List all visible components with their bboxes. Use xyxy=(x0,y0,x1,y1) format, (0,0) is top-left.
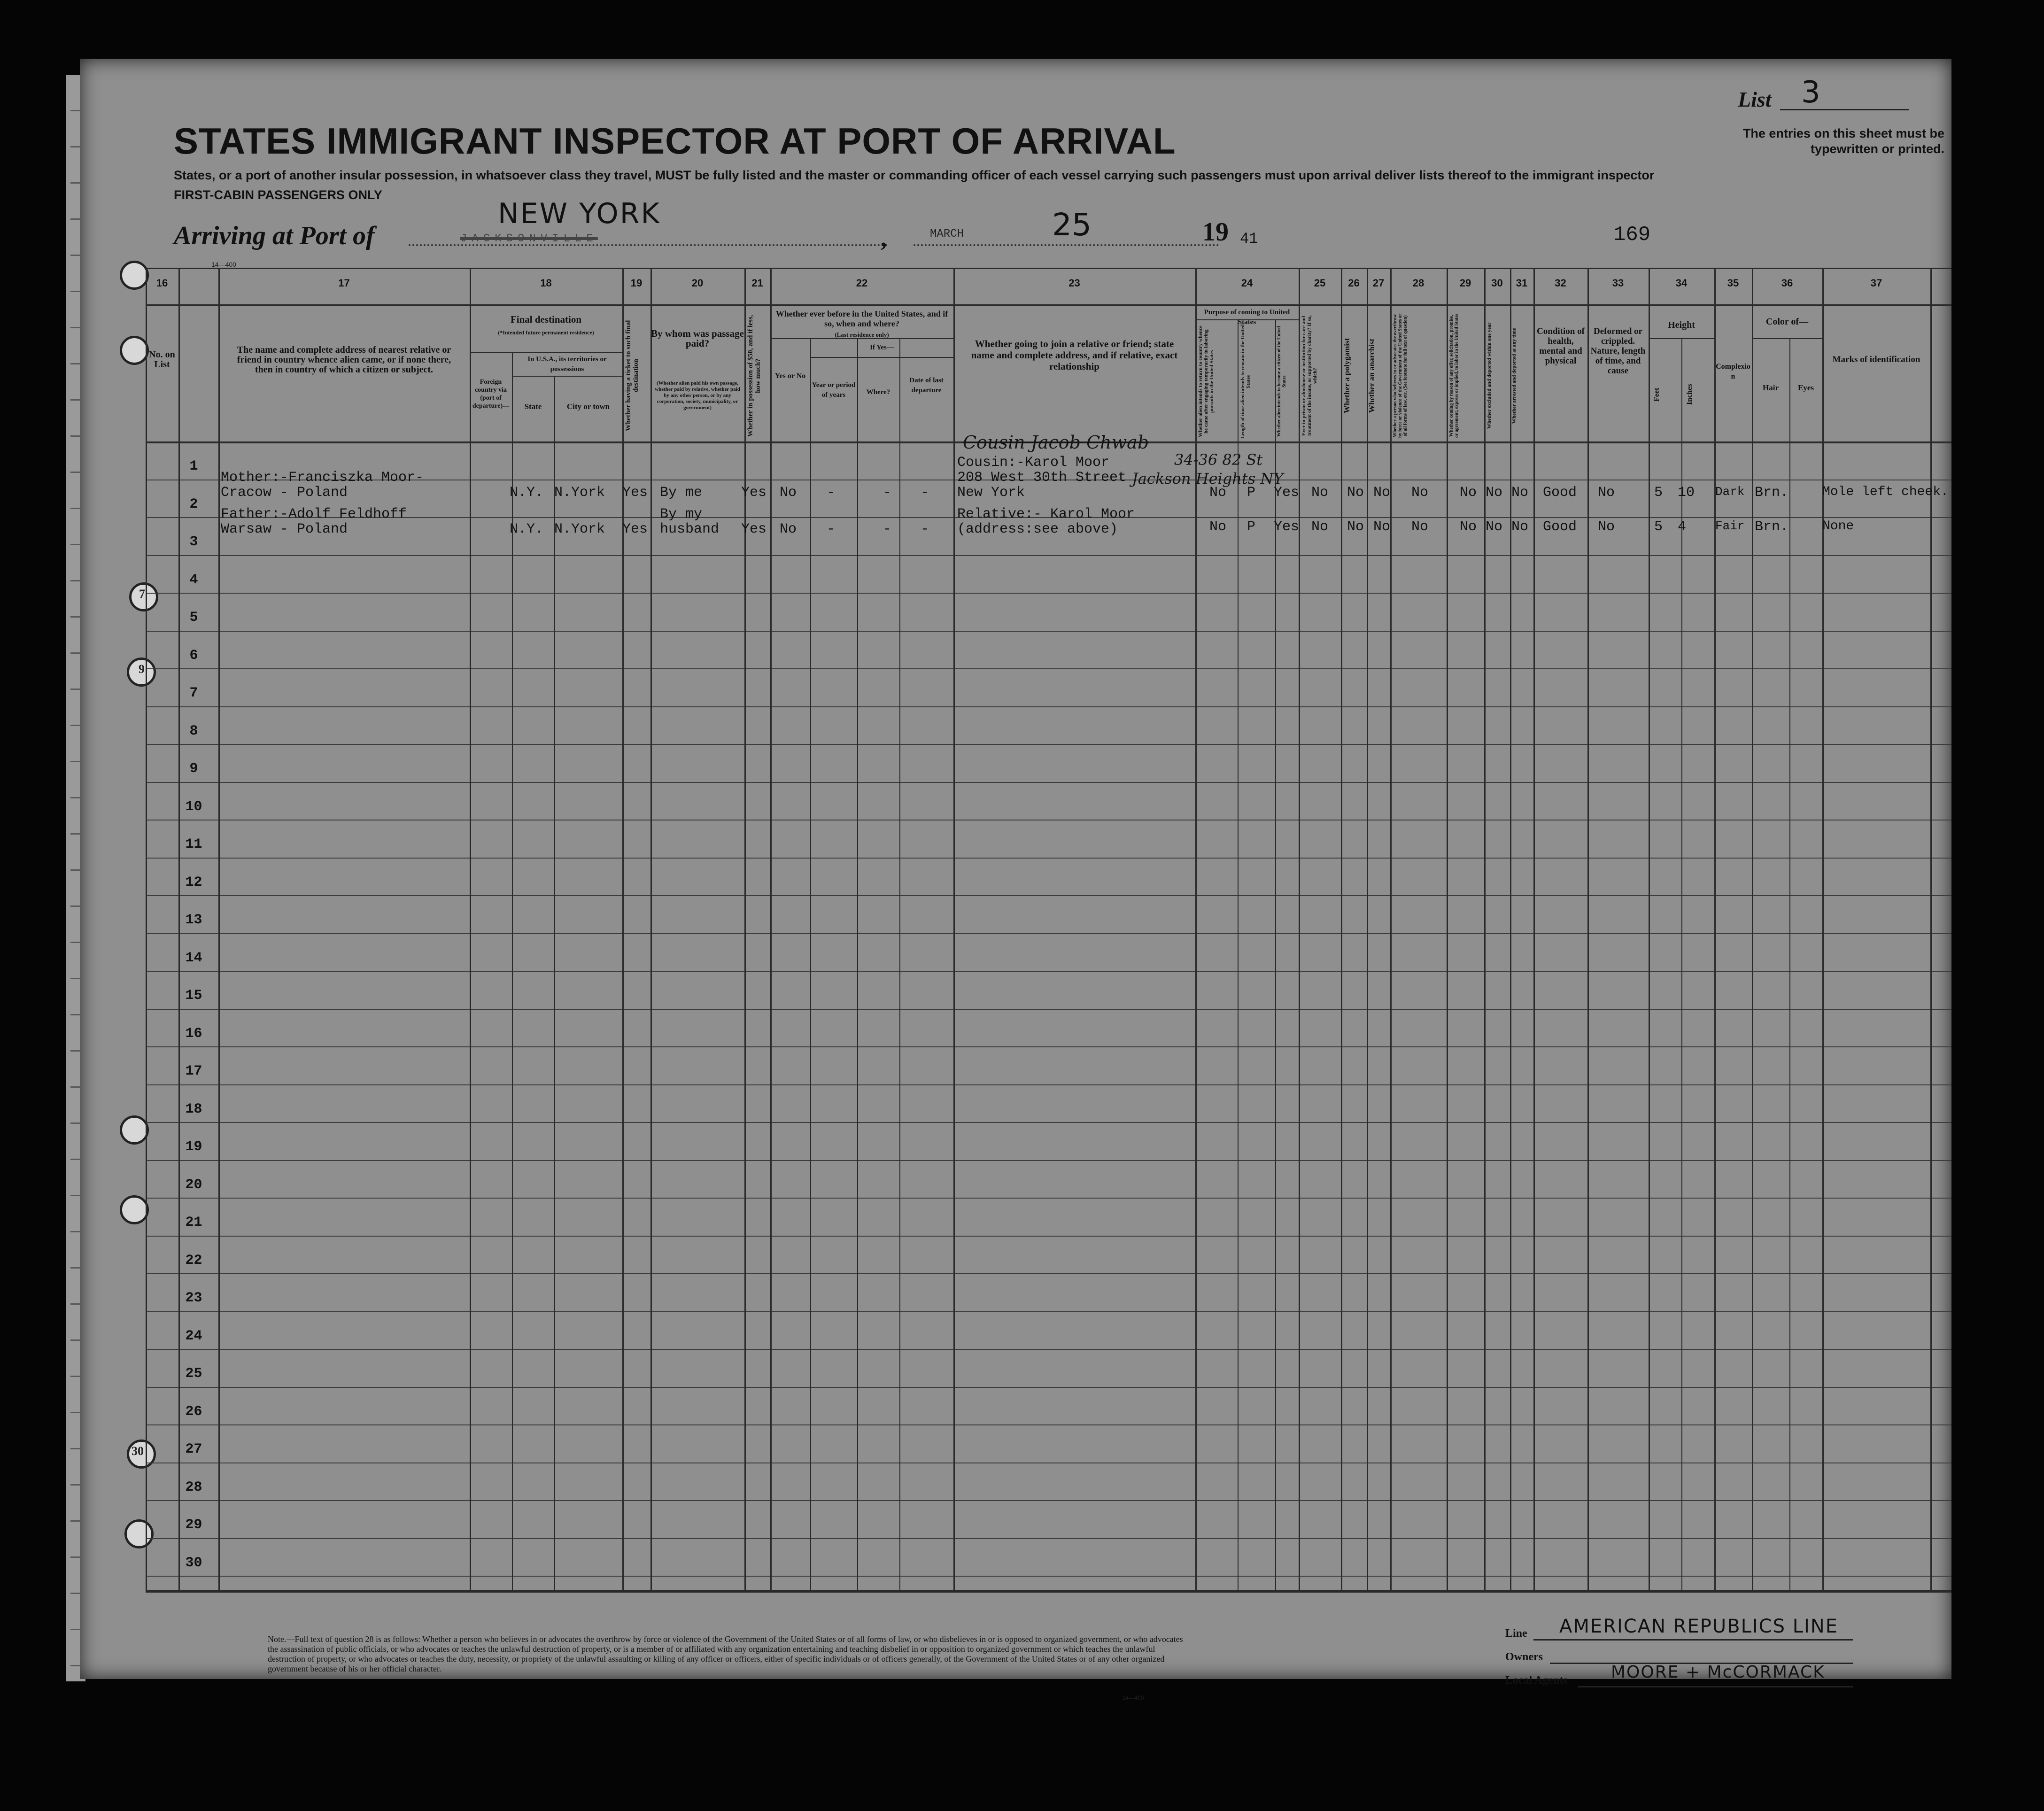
arrival-year-suffix: 41 xyxy=(1240,230,1258,248)
header-purpose-return: Whether alien intends to return to country whence he came after engaging temporarily in laboring pursuits in the United States xyxy=(1198,325,1215,438)
table-row-line xyxy=(146,1160,1951,1161)
row-number: 5 xyxy=(189,610,198,626)
column-number: 27 xyxy=(1372,277,1385,289)
agents-underline xyxy=(1578,1686,1853,1687)
row2-inches: 4 xyxy=(1678,519,1687,535)
row1-health: Good xyxy=(1543,485,1577,501)
column-number: 17 xyxy=(338,277,350,289)
table-row-line xyxy=(146,1538,1951,1539)
passenger-class: FIRST-CABIN PASSENGERS ONLY xyxy=(174,188,383,202)
col-line xyxy=(1275,319,1276,1592)
arrival-month: MARCH xyxy=(930,228,964,240)
arrival-port-handwritten: NEW YORK xyxy=(498,197,661,230)
column-number: 23 xyxy=(1068,277,1080,289)
col-line xyxy=(1649,268,1650,1592)
col-line xyxy=(1299,268,1300,1592)
row1-departure: - xyxy=(921,485,929,501)
subheader-line xyxy=(810,357,953,358)
table-row-line xyxy=(146,933,1951,934)
margin-number: 30 xyxy=(132,1444,144,1458)
column-number: 26 xyxy=(1348,277,1360,289)
row-number: 16 xyxy=(185,1025,202,1042)
row2-q31: No xyxy=(1511,519,1529,535)
row2-city: N.York xyxy=(554,521,605,537)
row1-join-city: New York xyxy=(957,485,1025,501)
table-row-line xyxy=(146,631,1951,632)
row2-departure: - xyxy=(921,521,929,537)
row1-deformed: No xyxy=(1598,485,1615,501)
row-number: 27 xyxy=(185,1441,202,1457)
header-city: City or town xyxy=(566,402,610,411)
table-row-line xyxy=(146,1273,1951,1274)
col-line xyxy=(744,268,746,1592)
row-number: 18 xyxy=(185,1101,202,1117)
col-line xyxy=(1484,268,1486,1592)
row1-years: - xyxy=(827,485,836,501)
row-number: 13 xyxy=(185,912,202,928)
header-where: Where? xyxy=(866,388,890,396)
header-yes-or-no: Yes or No xyxy=(774,372,806,380)
header-passage-paid-note: (Whether alien paid his own passage, whether paid by relative, whether paid by any other person, or by any corporation, society, municipality, or government) xyxy=(655,380,740,410)
row2-complexion: Fair xyxy=(1715,519,1745,533)
row-number: 3 xyxy=(189,534,198,550)
header-deformed: Deformed or crippled. Nature, length of time, and cause xyxy=(1590,326,1646,376)
row1-handwritten-cousin: Cousin Jacob Chwab xyxy=(963,432,1149,453)
row1-money: Yes xyxy=(741,485,767,501)
col-line xyxy=(470,268,471,1592)
arrival-day: 25 xyxy=(1052,207,1092,243)
row2-q30: No xyxy=(1486,519,1503,535)
table-row-line xyxy=(146,1009,1951,1010)
col-line xyxy=(1367,268,1368,1592)
table-row-line xyxy=(146,1387,1951,1388)
margin-number: 7 xyxy=(139,587,145,601)
table-row-line xyxy=(146,895,1951,896)
subheader-line xyxy=(470,352,622,353)
column-number: 24 xyxy=(1241,277,1253,289)
row-number: 11 xyxy=(185,836,202,852)
form-code: 14—400 xyxy=(211,261,236,268)
date-underline xyxy=(914,244,1219,246)
column-number-divider xyxy=(146,304,1951,306)
column-number: 31 xyxy=(1516,277,1528,289)
header-inches: Inches xyxy=(1686,384,1694,405)
header-excluded: Whether excluded and deported within one year xyxy=(1487,322,1492,429)
header-ticket: Whether having a ticket to such final destination xyxy=(625,320,640,432)
header-marks: Marks of identification xyxy=(1832,355,1920,364)
row1-before-us: No xyxy=(780,485,797,501)
col-line xyxy=(554,376,555,1592)
owners-label: Owners xyxy=(1505,1651,1543,1663)
header-relative-address: The name and complete address of nearest relative or friend in country whence alien came, or if none there, then in country of which a citizen or subject. xyxy=(237,345,451,375)
col-line xyxy=(953,268,955,1592)
column-number: 20 xyxy=(691,277,704,289)
row1-inches: 10 xyxy=(1678,485,1695,501)
row1-ticket: Yes xyxy=(622,485,648,501)
header-last-residence: (Last residence only) xyxy=(835,331,889,338)
row2-ticket: Yes xyxy=(622,521,648,537)
table-row-line xyxy=(146,1576,1951,1577)
column-number: 33 xyxy=(1612,277,1624,289)
local-agents-label: Local Agents xyxy=(1505,1674,1568,1687)
col-line xyxy=(1587,268,1589,1592)
row1-polygamist: No xyxy=(1347,485,1364,501)
row1-relative-name: Mother:-Franciszka Moor- xyxy=(221,470,424,486)
row-number: 6 xyxy=(189,647,198,664)
row-number: 7 xyxy=(189,685,198,701)
header-arrested: Whether arrested and deported at any time xyxy=(1511,328,1517,424)
row-number: 2 xyxy=(189,496,198,512)
header-year-period: Year or period of years xyxy=(812,381,856,399)
row-number: 28 xyxy=(185,1479,202,1495)
footnote-question-28: Note.—Full text of question 28 is as follows: Whether a person who believes in or advocates the overthrow by force or violence of the Government of the United States or of all forms of law, or who disbelieves in or is opposed to organized government, or who advocates the assassination of public officials, or who advocates or teaches the unlawful destruction of property, or is a member of or affiliated with any organization entertaining and teaching disbelief in or opposition to organized government or which teaches the unlawful destruction of property, or who advocates or teaches the duty, necessity, or propriety of the unlawful assaulting or killing of any officer or officers, either of specific individuals or of officers generally, of the Government of the United States or of any other organized government because of his or her official character. xyxy=(268,1634,1183,1673)
binder-hole xyxy=(120,261,149,290)
row-number: 8 xyxy=(189,723,198,739)
table-row-line xyxy=(146,858,1951,859)
header-complexion: Complexion xyxy=(1716,363,1750,380)
header-no-on-list: No. on List xyxy=(149,349,175,370)
row2-deformed: No xyxy=(1598,519,1615,535)
table-row-line xyxy=(146,1084,1951,1085)
row1-anarchist: No xyxy=(1373,485,1391,501)
column-number: 34 xyxy=(1675,277,1688,289)
row2-relative-place: Warsaw - Poland xyxy=(221,521,348,537)
row-number: 12 xyxy=(185,874,202,890)
form-code-bottom: 14—400 xyxy=(1123,1695,1144,1701)
row2-citizen: Yes xyxy=(1274,519,1300,535)
row2-where: - xyxy=(883,521,892,537)
table-bottom-border xyxy=(146,1590,1951,1593)
header-money: Whether in possession of $50, and if less, how much? xyxy=(747,315,762,437)
header-anarchist: Whether an anarchist xyxy=(1367,338,1376,413)
row2-prison: No xyxy=(1311,519,1329,535)
table-row-line xyxy=(146,1311,1951,1312)
col-line xyxy=(1714,268,1716,1592)
table-row-line xyxy=(146,971,1951,972)
column-number: 35 xyxy=(1727,277,1739,289)
header-passage-paid: By whom was passage paid? xyxy=(651,328,744,349)
row-number: 23 xyxy=(185,1290,202,1306)
row2-join-address: (address:see above) xyxy=(957,521,1118,537)
binder-hole xyxy=(120,1115,149,1145)
table-row-line xyxy=(146,1236,1951,1237)
header-hair: Hair xyxy=(1763,383,1779,392)
row-number: 10 xyxy=(185,798,202,815)
header-joining-relative: Whether going to join a relative or friend; state name and complete address, and if relative, exact relationship xyxy=(971,338,1178,372)
row2-years: - xyxy=(827,521,836,537)
row1-handwritten-address: 34-36 82 St xyxy=(1174,451,1263,469)
comma: , xyxy=(881,225,887,252)
header-height: Height xyxy=(1668,320,1695,330)
table-row-line xyxy=(146,668,1951,669)
subheader-line xyxy=(1752,338,1822,339)
header-state: State xyxy=(524,402,542,411)
row1-paid-by: By me xyxy=(660,485,703,501)
row1-q30: No xyxy=(1486,485,1503,501)
row2-money: Yes xyxy=(741,521,767,537)
table-top-border xyxy=(146,268,1951,269)
col-line xyxy=(1341,268,1342,1592)
line-underline xyxy=(1533,1639,1853,1641)
row2-state: N.Y. xyxy=(510,521,544,537)
row2-hair: Brn. xyxy=(1755,519,1789,535)
row1-q28: No xyxy=(1411,485,1429,501)
header-labor-offer: Whether coming by reason of any offer, solicitation, promise, or agreement, express or implied, to labor in the United States xyxy=(1449,313,1459,438)
header-instructions: States, or a port of another insular possession, in whatsoever class they travel, MUST be fully listed and the master or commanding officer of each vessel carrying such passengers must upon arrival deliver lists thereof to the immigrant inspector xyxy=(174,168,1655,182)
header-in-usa: In U.S.A., its territories or possessions xyxy=(527,356,607,373)
table-row-line xyxy=(146,782,1951,783)
list-number: 3 xyxy=(1801,75,1820,110)
header-prison: Ever in prison or almshouse or institution for care and treatment of the insane, or supported by charity? If so, which? xyxy=(1301,315,1318,436)
row2-before-us: No xyxy=(780,521,797,537)
row2-health: Good xyxy=(1543,519,1577,535)
col-line xyxy=(1238,319,1239,1592)
col-line xyxy=(810,338,811,1592)
header-final-destination-note: (*Intended future permanent residence) xyxy=(498,329,594,336)
header-last-departure: Date of last departure xyxy=(909,377,944,394)
list-label: List xyxy=(1738,87,1772,111)
col-line xyxy=(1447,268,1448,1592)
row1-complexion: Dark xyxy=(1715,485,1745,499)
row1-hair: Brn. xyxy=(1755,485,1789,501)
row1-prison: No xyxy=(1311,485,1329,501)
col-line xyxy=(512,352,513,1592)
row1-state: N.Y. xyxy=(510,485,544,501)
row-number: 1 xyxy=(189,458,198,474)
header-eyes: Eyes xyxy=(1798,383,1814,392)
column-number: 37 xyxy=(1870,277,1882,289)
table-row-line xyxy=(146,1198,1951,1199)
row-number: 4 xyxy=(189,572,198,588)
row1-handwritten-city: Jackson Heights NY xyxy=(1132,470,1284,488)
arrival-port-crossed-out: JACKSONVILLE xyxy=(460,232,598,245)
binder-hole xyxy=(120,1195,149,1224)
margin-number: 9 xyxy=(139,662,145,676)
subheader-line xyxy=(1649,338,1714,339)
row1-q31: No xyxy=(1511,485,1529,501)
arrival-year-prefix: 19 xyxy=(1202,217,1229,247)
row-number: 15 xyxy=(185,988,202,1004)
header-polygamist: Whether a polygamist xyxy=(1342,338,1351,414)
col-line xyxy=(650,268,652,1592)
row2-anarchist: No xyxy=(1373,519,1391,535)
row-number: 21 xyxy=(185,1215,202,1231)
row1-relative-place: Cracow - Poland xyxy=(221,485,348,501)
col-line xyxy=(146,268,147,1592)
column-number: 16 xyxy=(156,277,168,289)
col-line xyxy=(1822,268,1824,1592)
col-line xyxy=(622,268,624,1592)
arriving-label: Arriving at Port of xyxy=(174,221,375,250)
col-line xyxy=(1930,268,1932,1592)
page-title: STATES IMMIGRANT INSPECTOR AT PORT OF ARRIVAL xyxy=(174,120,1176,162)
col-line xyxy=(1752,268,1753,1592)
steamship-line: AMERICAN REPUBLICS LINE xyxy=(1559,1616,1838,1637)
row1-join-relative: Cousin:-Karol Moor xyxy=(957,455,1110,471)
table-row-line xyxy=(146,706,1951,707)
header-before-in-us: Whether ever before in the United States, and if so, when and where? xyxy=(775,309,948,328)
row2-relative-name: Father:-Adolf Feldhoff xyxy=(221,506,407,522)
list-underline xyxy=(1780,109,1909,110)
row1-temporary: No xyxy=(1209,485,1227,501)
column-number: 25 xyxy=(1314,277,1326,289)
row2-marks: None xyxy=(1822,519,1854,534)
col-line xyxy=(1789,338,1790,1592)
table-row-line xyxy=(146,1122,1951,1123)
col-line xyxy=(1510,268,1511,1592)
column-number: 18 xyxy=(540,277,552,289)
row-number: 14 xyxy=(185,950,202,966)
typewritten-instruction: The entries on this sheet must be typewritten or printed. xyxy=(1742,126,1944,156)
row2-temporary: No xyxy=(1209,519,1227,535)
row-number: 19 xyxy=(185,1139,202,1155)
page-number: 169 xyxy=(1613,223,1651,247)
header-health: Condition of health, mental and physical xyxy=(1537,326,1585,366)
row1-where: - xyxy=(883,485,892,501)
row-number: 17 xyxy=(185,1063,202,1079)
local-agents-value: MOORE + McCORMACK xyxy=(1611,1663,1825,1682)
row-number: 22 xyxy=(185,1252,202,1269)
binder-hole xyxy=(120,336,149,365)
column-number: 30 xyxy=(1491,277,1503,289)
table-row-line xyxy=(146,1500,1951,1501)
row2-q28: No xyxy=(1411,519,1429,535)
header-feet: Feet xyxy=(1653,387,1661,402)
row2-q29: No xyxy=(1460,519,1477,535)
header-purpose-citizen: Whether alien intends to become a citizen of the United States xyxy=(1277,326,1287,437)
header-if-yes: If Yes— xyxy=(870,344,894,351)
row1-marks: Mole left cheek. xyxy=(1822,485,1949,499)
header-q28: Whether a person who believes in or advocates the overthrow by force or violence of the Government of the United States or of all forms of law, etc. (See footnote for full text of question) xyxy=(1393,313,1408,438)
row-number: 25 xyxy=(185,1366,202,1382)
line-label: Line xyxy=(1505,1627,1527,1640)
column-number: 29 xyxy=(1459,277,1471,289)
header-color: Color of— xyxy=(1765,317,1809,327)
row1-feet: 5 xyxy=(1654,485,1663,501)
row-number: 20 xyxy=(185,1176,202,1193)
table-row-line xyxy=(146,593,1951,594)
row1-join-address: 208 West 30th Street xyxy=(957,470,1127,486)
column-number: 36 xyxy=(1781,277,1793,289)
column-number: 32 xyxy=(1555,277,1566,289)
row-number: 9 xyxy=(189,761,198,777)
col-line xyxy=(899,338,900,1592)
row-number: 29 xyxy=(185,1517,202,1533)
subheader-line xyxy=(512,376,622,377)
table-row-line xyxy=(146,1424,1951,1425)
table-row-line xyxy=(146,1046,1951,1047)
row2-paid-by-cont: husband xyxy=(660,521,720,537)
row1-citizen: Yes xyxy=(1274,485,1300,501)
row1-city: N.York xyxy=(554,485,605,501)
header-purpose: Purpose of coming to United States xyxy=(1204,309,1290,326)
header-foreign-country: Foreign country via (port of departure)— xyxy=(472,379,510,410)
row2-join-relative: Relative:- Karol Moor xyxy=(957,506,1135,522)
row2-polygamist: No xyxy=(1347,519,1364,535)
table-row-line xyxy=(146,555,1951,556)
col-line xyxy=(857,338,858,1592)
table-row-line xyxy=(146,744,1951,745)
row-number: 26 xyxy=(185,1403,202,1420)
col-line xyxy=(1390,268,1392,1592)
row-number: 30 xyxy=(185,1555,202,1571)
row2-feet: 5 xyxy=(1654,519,1663,535)
col-line xyxy=(1533,268,1535,1592)
header-purpose-length: Length of time alien intends to remain in the United States xyxy=(1240,324,1251,439)
row2-length: P xyxy=(1247,519,1256,535)
col-line xyxy=(770,268,772,1592)
header-final-destination: Final destination xyxy=(510,314,582,325)
column-number: 28 xyxy=(1412,277,1425,289)
row2-paid-by: By my xyxy=(660,506,703,522)
table-row-line xyxy=(146,1349,1951,1350)
row1-length: P xyxy=(1247,485,1256,501)
col-line xyxy=(218,268,220,1592)
row1-q29: No xyxy=(1460,485,1477,501)
column-number: 22 xyxy=(856,277,868,289)
column-number: 21 xyxy=(751,277,763,289)
column-number: 19 xyxy=(630,277,643,289)
row-number: 24 xyxy=(185,1328,202,1344)
